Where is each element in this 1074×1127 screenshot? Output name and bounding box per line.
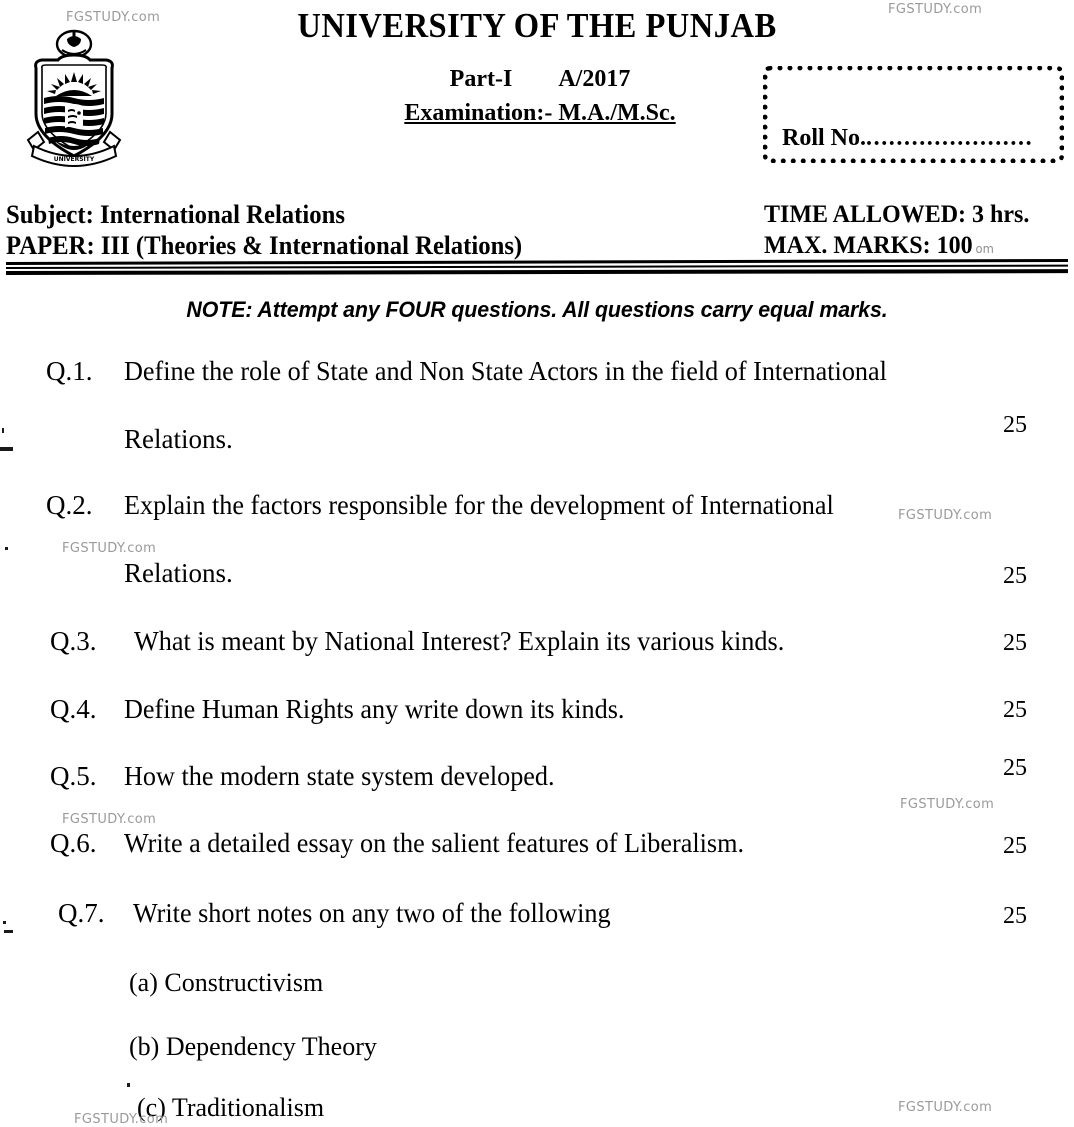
watermark-q5-left: FGSTUDY.com [62,812,157,827]
question-marks: 25 [1003,903,1027,929]
crest-motto-text: UNIVERSITY [53,156,95,163]
question-number: Q.7. [58,898,105,928]
watermark-q5-right: FGSTUDY.com [900,797,995,812]
question-text: Write short notes on any two of the following [133,898,611,928]
part-label: Part-I [449,66,513,92]
max-marks-label-group [764,232,994,260]
session-label: A/2017 [558,66,631,92]
watermark-bottom-right: FGSTUDY.com [898,1100,993,1115]
question-number: Q.4. [50,694,97,724]
crest-svg [18,28,130,173]
roll-no-label: Roll No. [782,125,866,151]
question-text: Define the role of State and Non State Actors in the field of International [124,356,887,386]
question-number: Q.2. [46,490,93,520]
question-marks: 25 [1003,630,1027,656]
question-marks: 25 [1003,755,1027,781]
question-text: Explain the factors responsible for the development of International [124,490,834,520]
question-number: Q.1. [46,356,93,386]
page-title: UNIVERSITY OF THE PUNJAB [297,6,777,45]
question-text: How the modern state system developed. [124,761,555,791]
scan-artifact-left-5 [3,921,6,924]
sub-item-b: (b) Dependency Theory [129,1032,377,1061]
watermark-q2-right: FGSTUDY.com [898,508,993,523]
examination-label: Examination:- M.A./M.Sc. [404,100,676,126]
question-number: Q.6. [50,828,97,858]
watermark-top-right: FGSTUDY.com [888,2,983,17]
watermark-top-left: FGSTUDY.com [66,10,161,25]
sub-item-c: (c) Traditionalism [137,1093,325,1122]
question-marks: 25 [1003,412,1027,438]
question-marks: 25 [1003,833,1027,859]
examination-line [330,100,750,127]
scan-artifact-left-4 [4,930,13,933]
scan-artifact-left-3 [5,547,8,550]
sub-item-a: (a) Constructivism [129,968,324,997]
question-marks: 25 [1003,697,1027,723]
scan-artifact-left-1 [0,447,13,451]
scan-artifact-left-2 [2,428,4,433]
time-allowed-label: TIME ALLOWED: 3 hrs. [764,201,1030,228]
question-text: Write a detailed essay on the salient features of Liberalism. [124,828,744,858]
scan-artifact-sub-c [127,1083,130,1087]
question-number: Q.3. [50,626,97,656]
question-text: What is meant by National Interest? Explain its various kinds. [134,626,785,656]
subject-label: Subject: International Relations [6,200,345,229]
exam-note: NOTE: Attempt any FOUR questions. All questions carry equal marks. [186,297,888,322]
question-continuation: Relations. [124,558,233,588]
university-crest-logo [18,28,130,173]
question-continuation: Relations. [124,424,233,454]
question-marks: 25 [1003,563,1027,589]
roll-no-label-group [782,125,1033,152]
header-divider-rules [6,262,1068,276]
watermark-q2-left: FGSTUDY.com [62,541,157,556]
watermark-bottom-left: FGSTUDY.com [74,1112,169,1127]
max-marks-label: MAX. MARKS: 100 [764,232,973,259]
paper-label: PAPER: III (Theories & International Relations) [6,231,523,260]
question-text: Define Human Rights any write down its kinds. [124,694,625,724]
roll-no-box[interactable] [763,66,1064,163]
part-session-line [330,66,750,93]
max-marks-scan-artifact: om [975,242,994,256]
roll-no-dotted-line: ...................... [866,125,1034,151]
question-number: Q.5. [50,761,97,791]
